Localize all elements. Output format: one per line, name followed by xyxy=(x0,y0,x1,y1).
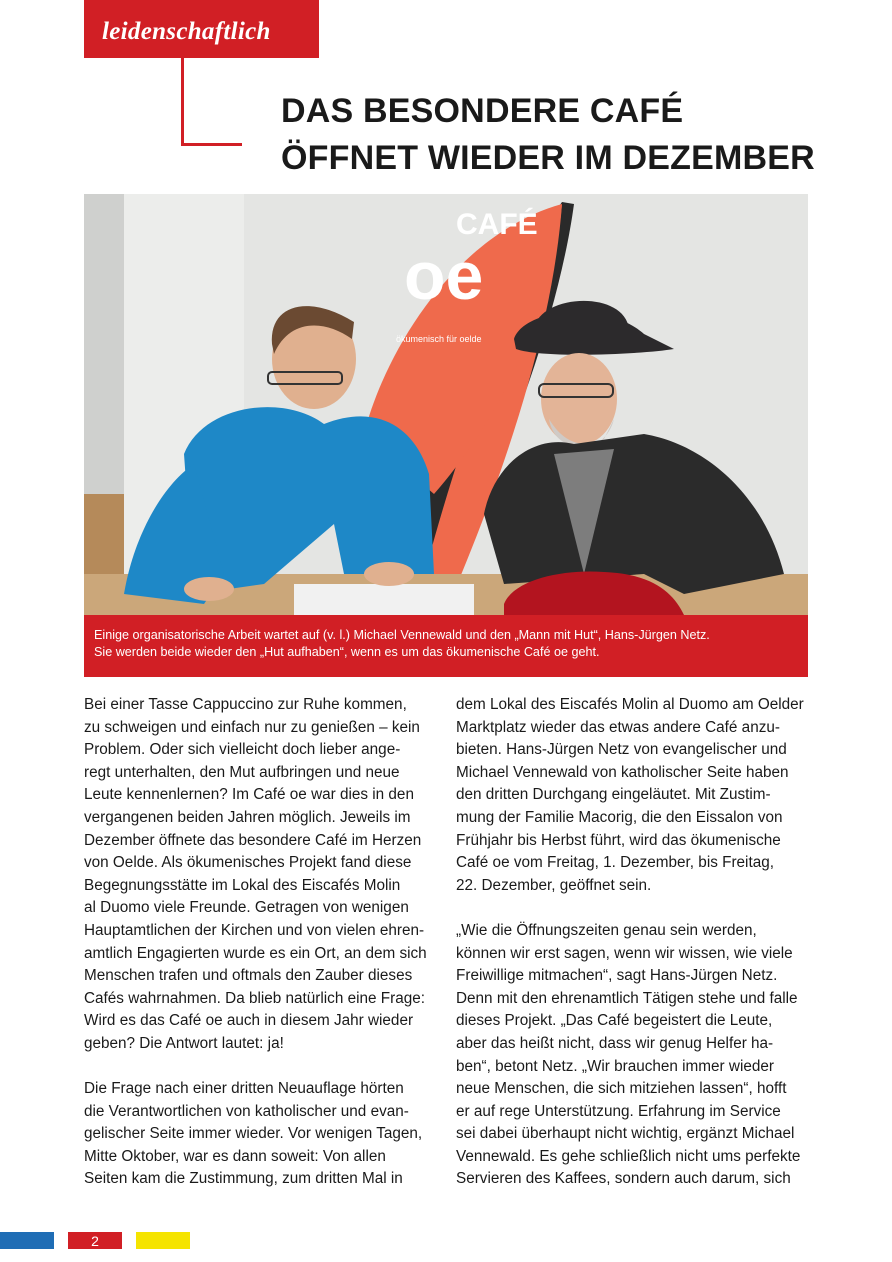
text-line: dieses Projekt. „Das Café begeistert die Leute, xyxy=(456,1012,773,1030)
text-line: dem Lokal des Eiscafés Molin al Duomo am Oelder xyxy=(456,696,804,713)
caption-line-2: Sie werden beide wieder den „Hut aufhaben“, wenn es um das ökumenische Café oe geht. xyxy=(94,645,600,659)
text-line: Wird es das Café oe auch in diesem Jahr wieder xyxy=(84,1012,414,1030)
text-line: Problem. Oder sich vielleicht doch lieber ange- xyxy=(84,741,401,759)
text-line: bieten. Hans-Jürgen Netz von evangelischer und xyxy=(456,741,787,759)
headline xyxy=(281,88,861,182)
text-line: von Oelde. Als ökumenisches Projekt fand diese xyxy=(84,854,412,872)
text-line: die Verantwortlichen von katholischer und evan- xyxy=(84,1102,409,1120)
text-line: Freiwillige mitmachen“, sagt Hans-Jürgen Netz. xyxy=(456,967,778,985)
banner-sub: ökumenisch für oelde xyxy=(396,334,482,344)
caption-line-1: Einige organisatorische Arbeit wartet auf (v. l.) Michael Vennewald und den „Mann mit Hut“, Hans-Jürgen Netz. xyxy=(94,628,710,642)
photo-illustration xyxy=(84,194,808,615)
text-line: Marktplatz wieder das etwas andere Café anzu- xyxy=(456,718,780,736)
text-line: Begegnungsstätte im Lokal des Eiscafés Molin xyxy=(84,876,401,894)
text-line: können wir erst sagen, wenn wir wissen, wie viele xyxy=(456,944,793,962)
banner-logo: oe xyxy=(404,238,484,314)
text-line: Vennewald. Es gehe schließlich nicht ums perfekte xyxy=(456,1147,801,1165)
text-line: aber das heißt nicht, dass wir genug Helfer ha- xyxy=(456,1034,774,1052)
text-line: neue Menschen, die sich mitziehen lassen“, hofft xyxy=(456,1080,787,1098)
text-line: zu schweigen und einfach nur zu genießen – kein xyxy=(84,718,420,736)
text-line: Denn mit den ehrenamtlich Tätigen stehe und falle xyxy=(456,989,798,1007)
text-line: 22. Dezember, geöffnet sein. xyxy=(456,876,652,894)
text-line: mung der Familie Macorig, die den Eissalon von xyxy=(456,808,783,826)
footer-bar-blue xyxy=(0,1232,54,1249)
page-number: 2 xyxy=(68,1232,122,1249)
text-line: Cafés wahrnahmen. Da blieb natürlich eine Frage: xyxy=(84,989,425,1007)
text-line: er auf rege Unterstützung. Erfahrung im Service xyxy=(456,1102,781,1120)
text-line: „Wie die Öffnungszeiten genau sein werden, xyxy=(456,921,757,939)
text-line: gelischer Seite immer wieder. Vor wenigen Tagen, xyxy=(84,1125,423,1143)
text-line: Frühjahr bis Herbst führt, wird das ökumenische xyxy=(456,831,781,849)
text-line: Hauptamtlichen der Kirchen und von vielen ehren- xyxy=(84,921,425,939)
text-line: geben? Die Antwort lautet: ja! xyxy=(84,1034,284,1052)
text-line: ben“, betont Netz. „Wir brauchen immer wieder xyxy=(456,1057,774,1075)
text-line: Michael Vennewald von katholischer Seite haben xyxy=(456,763,789,781)
text-line: Dezember öffnete das besondere Café im Herzen xyxy=(84,831,422,849)
paragraph-gap xyxy=(456,897,808,920)
text-line: Menschen trafen und oftmals den Zauber dieses xyxy=(84,967,413,985)
footer-bar-yellow xyxy=(136,1232,190,1249)
text-line: Mitte Oktober, war es dann soweit: Von allen xyxy=(84,1147,386,1165)
text-line: Leute kennenlernen? Im Café oe war dies in den xyxy=(84,786,414,804)
accent-line-vertical xyxy=(181,58,184,145)
text-line: Die Frage nach einer dritten Neuauflage hörten xyxy=(84,1080,404,1098)
banner-word: CAFÉ xyxy=(456,208,538,241)
text-line: al Duomo viele Freunde. Getragen von wenigen xyxy=(84,899,409,917)
article-column-right xyxy=(456,694,808,1191)
section-tag: leidenschaftlich xyxy=(84,0,319,58)
article-photo xyxy=(84,194,808,615)
accent-line-horizontal xyxy=(181,143,242,146)
article-column-left xyxy=(84,694,436,1191)
text-line: Bei einer Tasse Cappuccino zur Ruhe kommen, xyxy=(84,696,407,713)
headline-line-2: ÖFFNET WIEDER IM DEZEMBER xyxy=(281,139,815,177)
text-line: vergangenen beiden Jahren möglich. Jeweils im xyxy=(84,808,411,826)
text-line: Café oe vom Freitag, 1. Dezember, bis Freitag, xyxy=(456,854,774,872)
photo-caption xyxy=(84,615,808,677)
text-line: den dritten Durchgang eingeläutet. Mit Zustim- xyxy=(456,786,771,804)
text-line: Servieren des Kaffees, sondern auch darum, sich xyxy=(456,1170,791,1188)
text-line: sei dabei überhaupt nicht wichtig, ergänzt Michael xyxy=(456,1125,795,1143)
text-line: regt unterhalten, den Mut aufbringen und neue xyxy=(84,763,400,781)
paragraph-gap xyxy=(84,1056,436,1079)
headline-line-1: DAS BESONDERE CAFÉ xyxy=(281,92,684,130)
text-line: amtlich Engagierten wurde es ein Ort, an dem sich xyxy=(84,944,427,962)
text-line: Seiten kam die Zustimmung, zum dritten Mal in xyxy=(84,1170,403,1188)
